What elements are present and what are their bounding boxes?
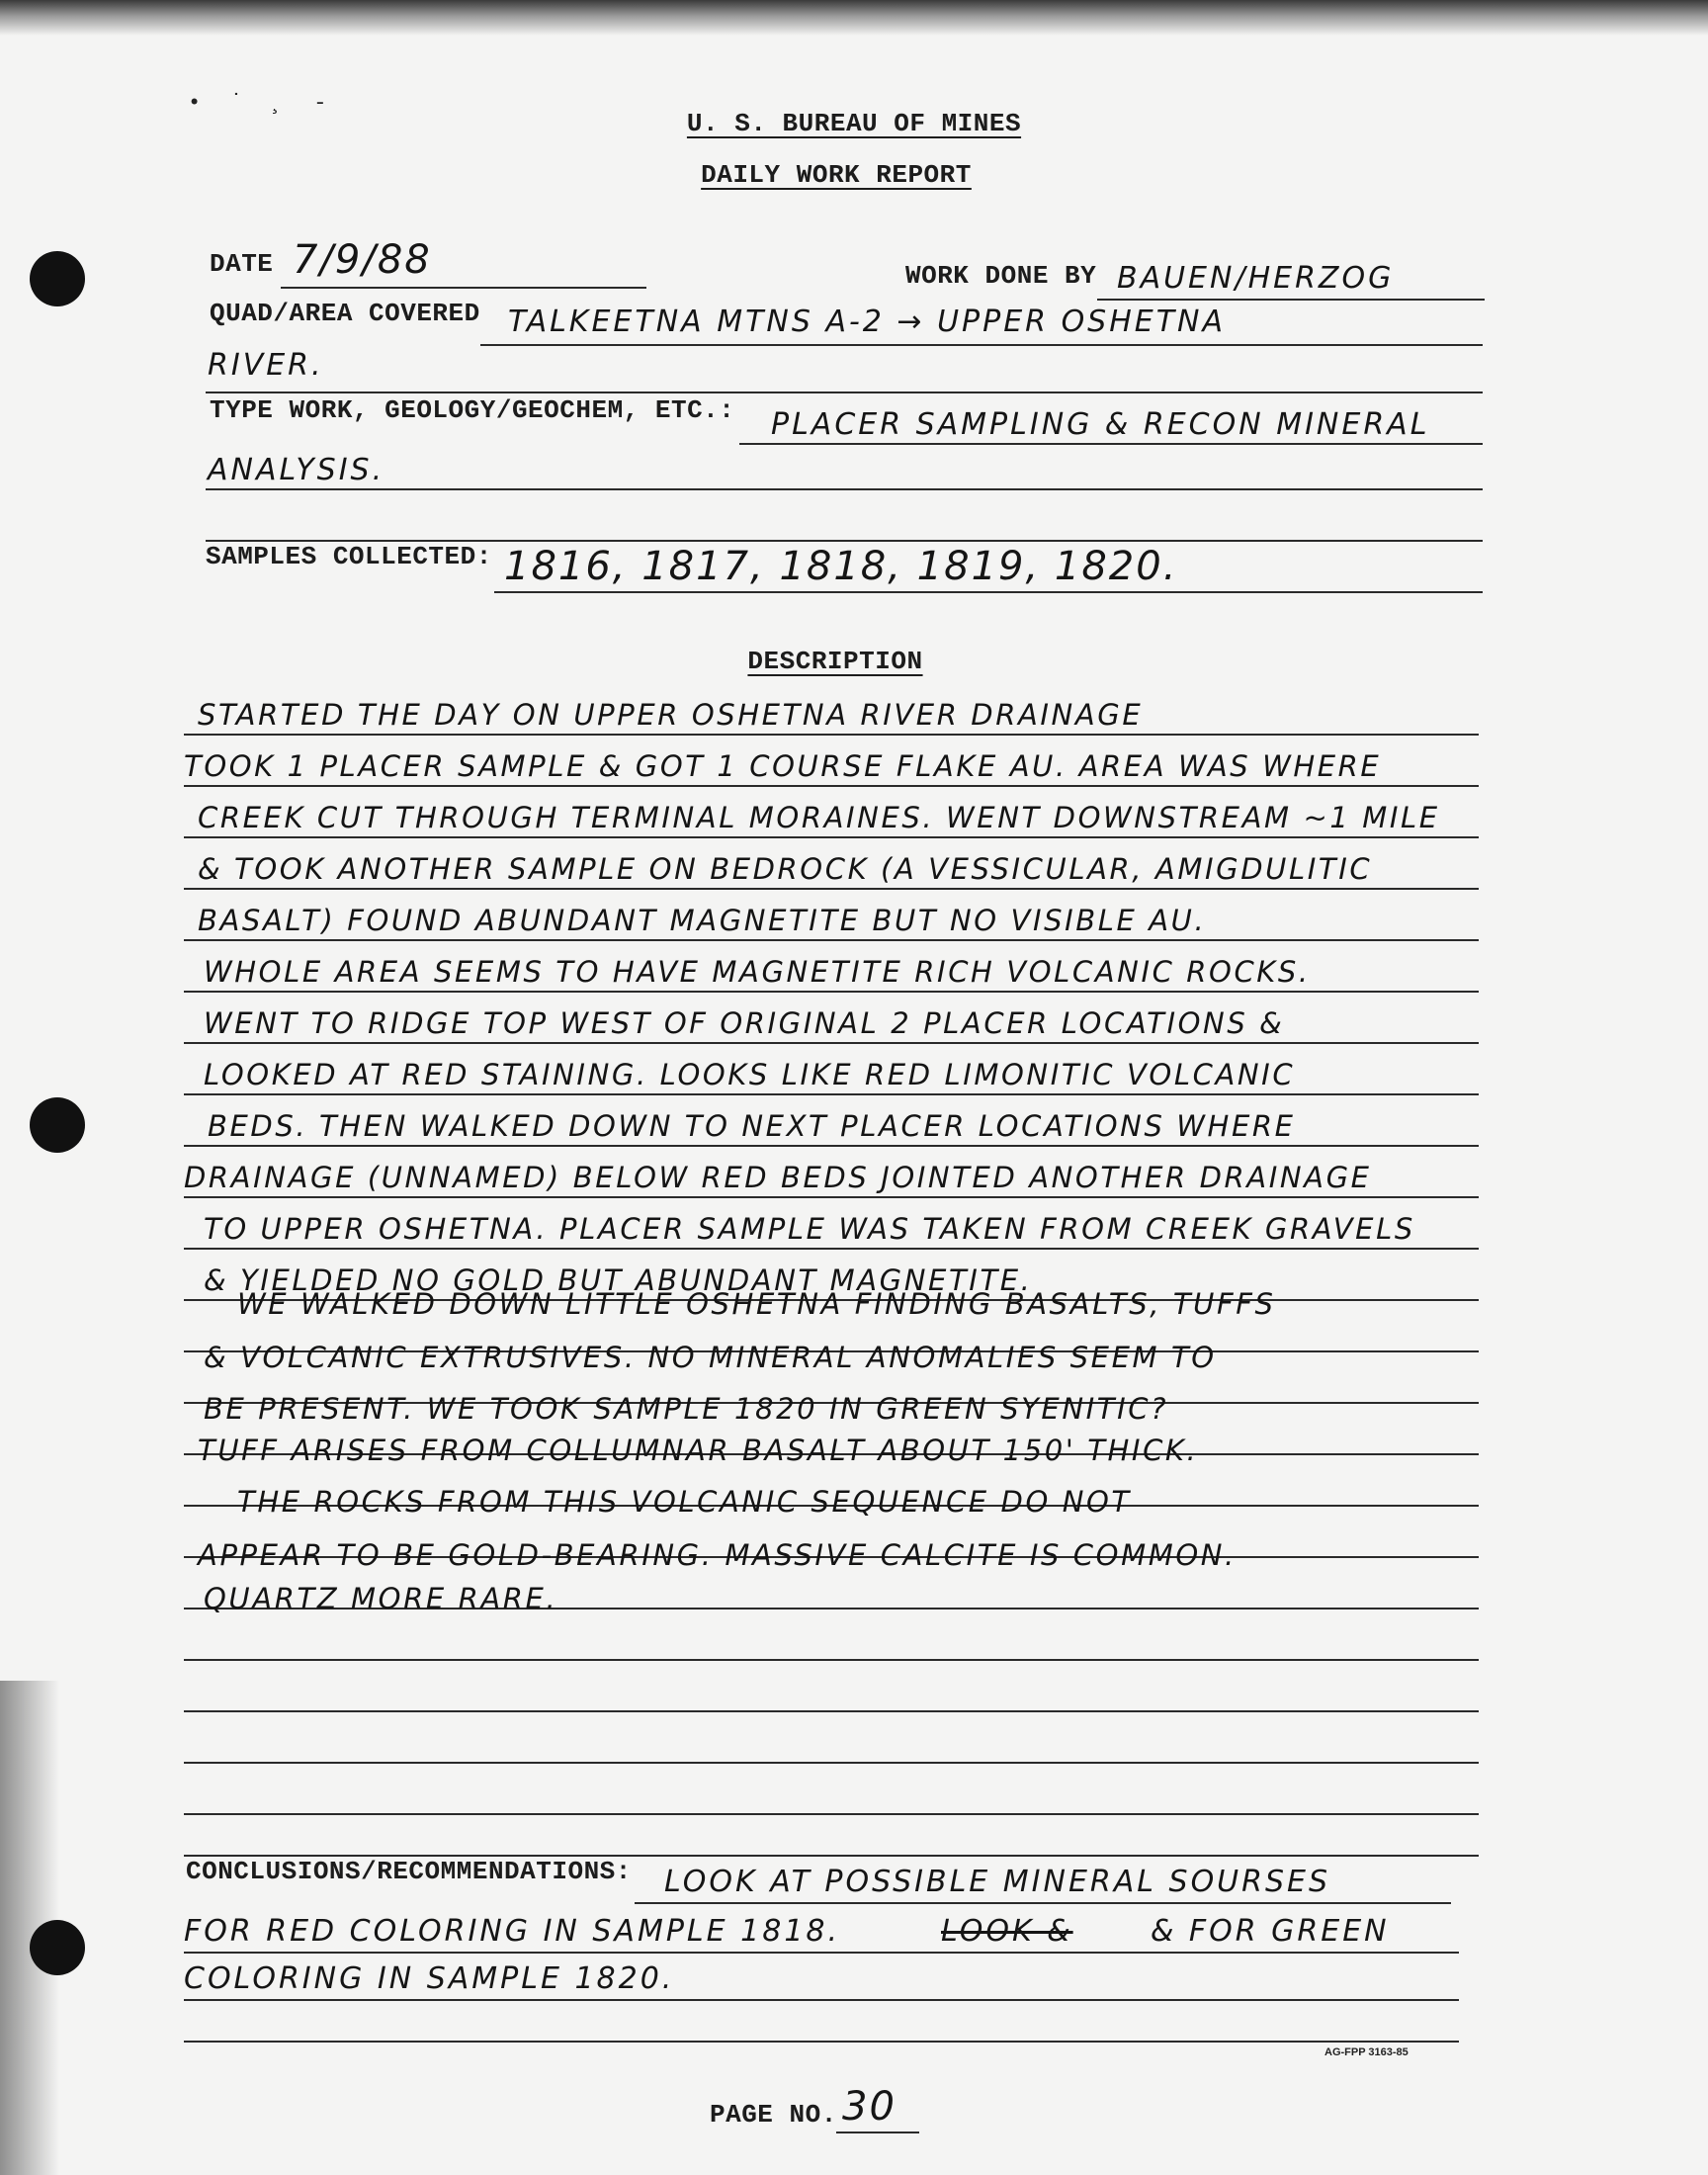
page-number-rule bbox=[836, 2132, 919, 2133]
quad-area-value-line1: TALKEETNA MTNS A-2 → UPPER OSHETNA bbox=[508, 304, 1227, 339]
type-work-value-line1: PLACER SAMPLING & RECON MINERAL bbox=[771, 407, 1430, 442]
conclusions-line2-a: FOR RED COLORING IN SAMPLE 1818. bbox=[184, 1914, 841, 1949]
description-line: & TOOK ANOTHER SAMPLE ON BEDROCK (A VESSICULAR, AMIGDULITIC bbox=[198, 852, 1373, 886]
description-rule bbox=[184, 1093, 1479, 1095]
description-rule bbox=[184, 888, 1479, 890]
description-rule bbox=[184, 1762, 1479, 1764]
samples-collected-label: SAMPLES COLLECTED: bbox=[206, 542, 492, 571]
description-rule bbox=[184, 1659, 1479, 1661]
form-title: DAILY WORK REPORT bbox=[701, 160, 972, 190]
page-number-label: PAGE NO. bbox=[710, 2100, 837, 2130]
conclusions-line2-struck: LOOK & bbox=[941, 1914, 1073, 1949]
binder-hole-middle bbox=[30, 1097, 85, 1153]
binder-hole-bottom bbox=[30, 1920, 85, 1975]
date-value: 7/9/88 bbox=[293, 237, 432, 283]
type-work-rule-1 bbox=[739, 443, 1483, 445]
conclusions-rule-3 bbox=[184, 1999, 1459, 2001]
description-line: TOOK 1 PLACER SAMPLE & GOT 1 COURSE FLAKE AU. AREA WAS WHERE bbox=[184, 749, 1382, 783]
description-line: APPEAR TO BE GOLD-BEARING. MASSIVE CALCITE IS COMMON. bbox=[198, 1538, 1237, 1572]
description-rule bbox=[184, 1196, 1479, 1198]
type-work-value-line2: ANALYSIS. bbox=[208, 453, 385, 487]
quad-area-rule-2 bbox=[206, 392, 1483, 393]
description-rule bbox=[184, 1813, 1479, 1815]
conclusions-rule-2 bbox=[184, 1952, 1459, 1954]
description-line: STARTED THE DAY ON UPPER OSHETNA RIVER DRAINAGE bbox=[198, 698, 1144, 732]
description-line: THE ROCKS FROM THIS VOLCANIC SEQUENCE DO NOT bbox=[237, 1485, 1132, 1519]
description-line: TO UPPER OSHETNA. PLACER SAMPLE WAS TAKEN FROM CREEK GRAVELS bbox=[204, 1212, 1415, 1246]
description-rule bbox=[184, 1145, 1479, 1147]
description-rule bbox=[184, 785, 1479, 787]
description-line: CREEK CUT THROUGH TERMINAL MORAINES. WENT DOWNSTREAM ~1 MILE bbox=[198, 801, 1440, 834]
quad-area-rule-1 bbox=[480, 344, 1483, 346]
description-line: BASALT) FOUND ABUNDANT MAGNETITE BUT NO VISIBLE AU. bbox=[198, 904, 1207, 937]
work-done-by-label: WORK DONE BY bbox=[905, 261, 1097, 291]
scan-shadow-top bbox=[0, 0, 1708, 36]
type-work-label: TYPE WORK, GEOLOGY/GEOCHEM, ETC.: bbox=[210, 395, 735, 425]
conclusions-line3: COLORING IN SAMPLE 1820. bbox=[184, 1961, 675, 1996]
description-line: TUFF ARISES FROM COLLUMNAR BASALT ABOUT 150' THICK. bbox=[198, 1434, 1199, 1467]
quad-area-label: QUAD/AREA COVERED bbox=[210, 299, 480, 328]
conclusions-line2-b: & FOR GREEN bbox=[1151, 1914, 1390, 1949]
description-line: DRAINAGE (UNNAMED) BELOW RED BEDS JOINTED ANOTHER DRAINAGE bbox=[184, 1161, 1372, 1194]
description-rule bbox=[184, 836, 1479, 838]
scan-specks: • ˙ ¸ - bbox=[188, 91, 335, 116]
description-rule bbox=[184, 939, 1479, 941]
description-rule bbox=[184, 1248, 1479, 1250]
description-line: & YIELDED NO GOLD BUT ABUNDANT MAGNETITE. bbox=[204, 1263, 1033, 1297]
page-number-value: 30 bbox=[842, 2084, 897, 2130]
work-done-by-value: BAUEN/HERZOG bbox=[1117, 261, 1395, 296]
type-work-rule-2 bbox=[206, 488, 1483, 490]
description-line: BE PRESENT. WE TOOK SAMPLE 1820 IN GREEN SYENITIC? bbox=[204, 1392, 1169, 1426]
date-label: DATE bbox=[210, 249, 274, 279]
conclusions-line1: LOOK AT POSSIBLE MINERAL SOURSES bbox=[664, 1865, 1331, 1899]
description-line: LOOKED AT RED STAINING. LOOKS LIKE RED LIMONITIC VOLCANIC bbox=[204, 1058, 1296, 1091]
description-heading: DESCRIPTION bbox=[747, 647, 923, 676]
description-line: BEDS. THEN WALKED DOWN TO NEXT PLACER LOCATIONS WHERE bbox=[208, 1109, 1296, 1143]
samples-collected-rule bbox=[494, 591, 1483, 593]
conclusions-rule-4 bbox=[184, 2041, 1459, 2043]
work-done-by-rule bbox=[1097, 299, 1485, 301]
conclusions-label: CONCLUSIONS/RECOMMENDATIONS: bbox=[186, 1857, 632, 1886]
description-rule bbox=[184, 734, 1479, 736]
description-line: QUARTZ MORE RARE. bbox=[204, 1582, 558, 1615]
date-rule bbox=[281, 287, 646, 289]
samples-collected-value: 1816, 1817, 1818, 1819, 1820. bbox=[504, 544, 1178, 589]
binder-hole-top bbox=[30, 251, 85, 306]
description-rule bbox=[184, 1042, 1479, 1044]
description-line: WE WALKED DOWN LITTLE OSHETNA FINDING BASALTS, TUFFS bbox=[237, 1287, 1276, 1321]
description-rule bbox=[184, 991, 1479, 993]
description-line: WENT TO RIDGE TOP WEST OF ORIGINAL 2 PLACER LOCATIONS & bbox=[204, 1006, 1285, 1040]
quad-area-value-line2: RIVER. bbox=[208, 348, 324, 383]
form-code: AG-FPP 3163-85 bbox=[1324, 2046, 1409, 2058]
conclusions-rule-1 bbox=[635, 1902, 1451, 1904]
description-line: & VOLCANIC EXTRUSIVES. NO MINERAL ANOMALIES SEEM TO bbox=[204, 1341, 1217, 1374]
agency-title: U. S. BUREAU OF MINES bbox=[686, 109, 1022, 138]
description-rule bbox=[184, 1710, 1479, 1712]
description-line: WHOLE AREA SEEMS TO HAVE MAGNETITE RICH VOLCANIC ROCKS. bbox=[204, 955, 1311, 989]
